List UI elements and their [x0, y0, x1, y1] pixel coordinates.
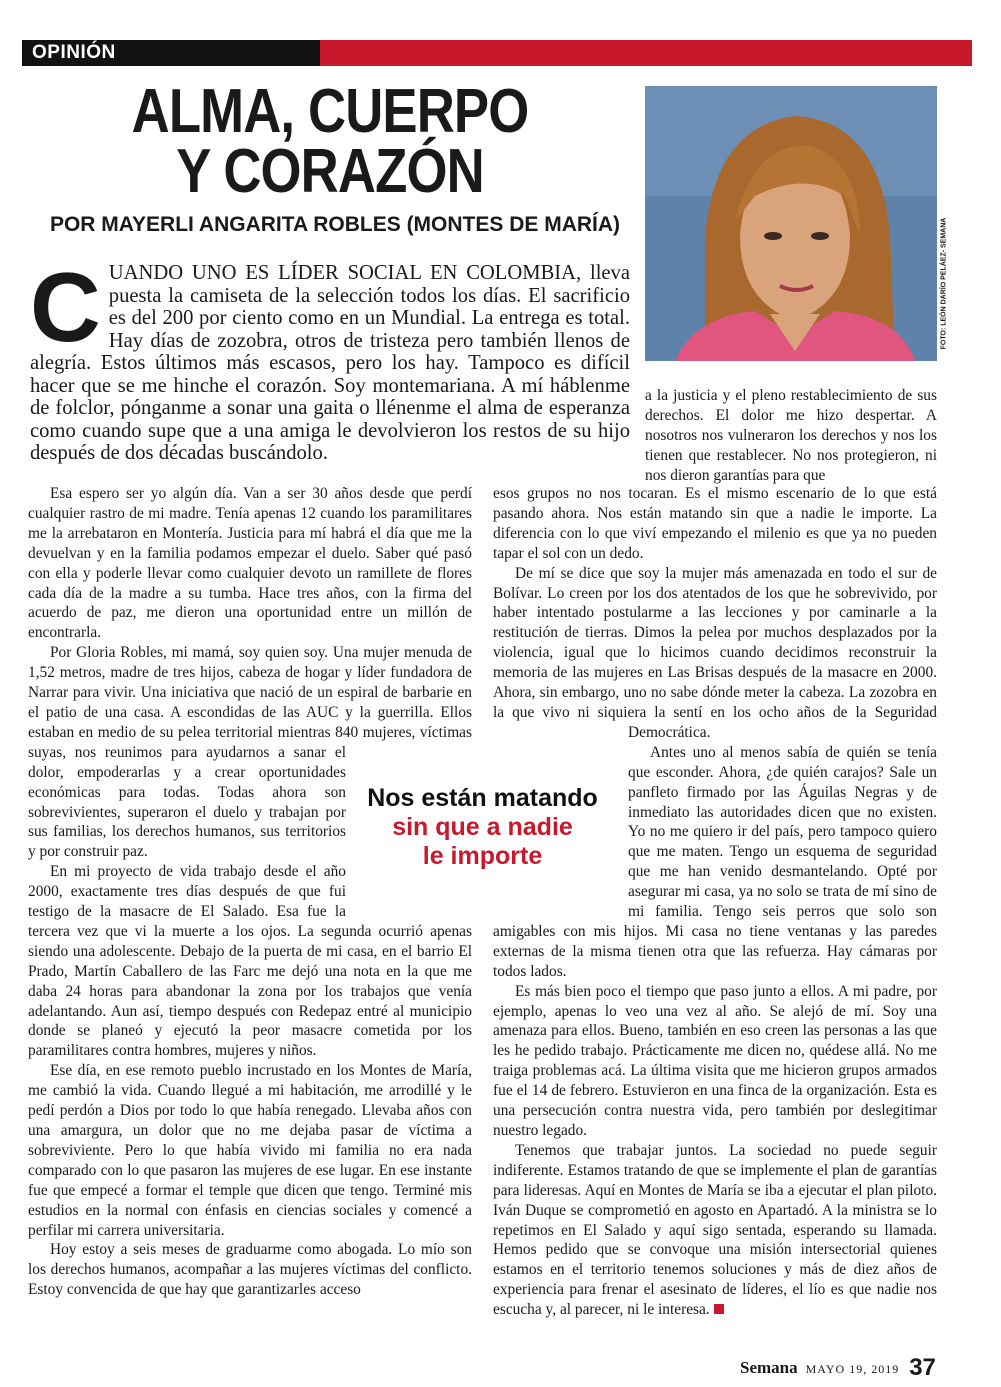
pull-quote-wrap-spacer: [493, 734, 628, 912]
byline: POR MAYERLI ANGARITA ROBLES (MONTES DE MARÍA): [49, 213, 621, 236]
author-photo: [645, 86, 937, 361]
drop-cap: C: [30, 252, 101, 362]
page-number: 37: [909, 1354, 936, 1381]
magazine-name: Semana: [740, 1358, 798, 1377]
pull-quote-line-2: sin que a nadie: [392, 813, 573, 841]
headline: [75, 77, 585, 206]
paragraph: Por Gloria Robles, mi mamá, soy quien soy. Una mujer menuda de 1,52 metros, madre de tres hijos, cabeza de hogar y líder fundadora de Narrar para vivir. Una iniciativa que nació de un espiral de barbarie en el patio de una casa. A escondidas de las AUC y la guerrilla. Ellos estaban en medio de su pelea territorial mientras 840 mujeres, víctimas suyas, nos reunimos para ayudarnos a sanar el dolor, empoderarlas y a crear oportunidades económicas para todas. Todas ahora son sobrevivientes, superaron el duelo y trabajan por sus familias, los derechos humanos, sus territorios y por construir paz.: [28, 644, 472, 861]
paragraph: Es más bien poco el tiempo que paso junto a ellos. A mi padre, por ejemplo, apenas lo veo una vez al año. Se alejó de mí. Soy una amenaza para ellos. Bueno, también en eso creen las personas a las que les he pedido trabajo. Prácticamente me dicen no, quédese allá. No me traiga problemas acá. La última visita que me hicieron grupos armados fue el 14 de febrero. Estuvieron en una finca de la organización. Esta es una persecución contra nuestra vida, pero también por deslegitimar nuestro legado.: [493, 982, 937, 1139]
paragraph-final: Tenemos que trabajar juntos. La sociedad no puede seguir indiferente. Estamos tratando de que se implemente el plan de garantías para lideresas. Aquí en Montes de María se iba a ejecutar el plan piloto. Iván Duque se comprometió en agosto en Apartadó. A la ministra se lo repetimos en El Salado y aquí sigo sentada, esperando su llamada. Hemos pedido que se convoque una misión intersectorial quienes estamos en el territorio tenemos soluciones y más de diez años de experiencia para frenar el asesinato de líderes, el lío es que nadie nos escucha y, al parecer, ni le interesa.: [493, 1141, 937, 1319]
paragraph: esos grupos no nos tocaran. Es el mismo escenario de lo que está pasando ahora. Nos están matando sin que a nadie le importe. La diferencia con lo que viví empezando el milenio es que ya no pueden tapar el sol con un dedo.: [493, 485, 937, 562]
page-footer: [740, 1352, 940, 1381]
column-right-top: [645, 386, 937, 486]
column-left: [28, 484, 472, 1300]
end-mark-icon: [714, 1304, 724, 1314]
section-label: OPINIÓN: [22, 40, 320, 66]
paragraph: En mi proyecto de vida trabajo desde el año 2000, exactamente tres días después de que fui testigo de la masacre de El Salado. Esa fue la tercera vez que vi la muerte a los ojos. La segunda ocurrió apenas siendo una adolescente. Debajo de la puerta de mi casa, en el barrio El Prado, Martín Caballero de las Farc me dejó una nota en la que me daba 24 horas para abandonar la zona por los trabajos que venía adelantando. Aun así, tiempo después con Redepaz entré al municipio donde se planeó y ejecutó la peor masacre cometida por los paramilitares contra hombres, mujeres y niños.: [28, 863, 472, 1060]
lede-paragraph: [30, 252, 630, 472]
paragraph: Hoy estoy a seis meses de graduarme como abogada. Lo mío son los derechos humanos, acompañar a las mujeres víctimas del conflicto. Estoy convencida de que hay que garantizarles acceso: [28, 1241, 472, 1299]
photo-credit: FOTO: LEÓN DARÍO PELÁEZ- SEMANA: [940, 217, 948, 350]
author-portrait-image: [645, 86, 937, 361]
pull-quote-line-1: Nos están matando: [367, 784, 598, 812]
issue-date: MAYO 19, 2019: [805, 1362, 900, 1376]
paragraph: Ese día, en ese remoto pueblo incrustado en los Montes de María, me cambió la vida. Cuando llegué a mi habitación, me arrodillé y le pedí perdón a Dios por todo lo que había renegado. Llevaba años con una amargura, un dolor que no me dejaba pasar de víctima a sobreviviente. Pero lo que había vivido mi familia no era nada comparado con lo que pasaron las mujeres de ese lugar. En ese instante fue que empecé a formar el temple que dicen que tengo. Terminé mis estudios en la normal con énfasis en ciencias sociales y comencé a perfilar mi carrera universitaria.: [28, 1062, 472, 1239]
paragraph: De mí se dice que soy la mujer más amenazada en todo el sur de Bolívar. Lo creen por los dos atentados de los que he sobrevivido, por haber intentado postularme a las lecciones y por caminarle a la restitución de tierras. Dimos la pelea por muchos desplazados por la violencia, igual que lo hicimos cuando decidimos reconstruir la memoria de las mujeres en Las Brisas después de la masacre en 2000. Ahora, sin embargo, uno no sabe dónde meter la cabeza. La zozobra en la que vivo ni siquiera la sentí en los ocho años de la Seguridad Democrática.: [493, 564, 937, 741]
paragraph: Esa espero ser yo algún día. Van a ser 30 años desde que perdí cualquier rastro de mi madre. Tenía apenas 12 cuando los paramilitares me la arrebataron en Montería. Justicia para mí habrá el día que me la devuelvan y en la familia podamos empezar el duelo. Saber qué pasó con ella y poderle llevar como cualquier devoto un ramillete de flores cada día de la madre a su tumba. Hace tres años, con la firma del acuerdo de paz, me dieron una oportunidad entre un millón de encontrarla.: [28, 485, 472, 642]
headline-line-1: ALMA, CUERPO: [131, 77, 529, 146]
paragraph: Antes uno al menos sabía de quién se tenía que esconder. Ahora, ¿de quién carajos? Sale un panfleto firmado por las Águilas Negras y de inmediato las autoridades dicen que no existen. Yo no me quiero ir del país, pero tampoco quiero que me maten. Tengo un esquema de seguridad que me han venido desmantelando. Opté por asegurar mi casa, ya no solo se trata de mí sino de mi familia. Tengo seis perros que solo son amigables con mis hijos. Mi casa no tiene ventanas y las paredes externas de la misma tienen otra que las refuerza. Hay cámaras por todos lados.: [493, 743, 937, 980]
paragraph: a la justicia y el pleno restablecimiento de sus derechos. El dolor me hizo despertar. A nosotros nos vulneraron los derechos y nos los tienen que restablecer. No nos protegieron, ni nos dieron garantías para que: [645, 387, 937, 484]
column-right: [493, 484, 937, 1320]
pull-quote-line-3: le importe: [422, 842, 543, 870]
lede-text: UANDO UNO ES LÍDER SOCIAL EN COLOMBIA, lleva puesta la camiseta de la selección todos los días. El sacrificio es del 200 por ciento como en un Mundial. La entrega es total. Hay días de zozobra, otros de tristeza pero también llenos de alegría. Estos últimos más escasos, pero los hay. Tampoco es difícil hacer que se me hinche el corazón. Soy montemariana. A mí háblenme de folclor, pónganme a sonar una gaita o llénenme el alma de esperanza como cuando supe que a una amiga le devolvieron los restos de su hijo después de dos décadas buscándolo.: [30, 262, 630, 464]
headline-line-2: Y CORAZÓN: [176, 137, 484, 206]
